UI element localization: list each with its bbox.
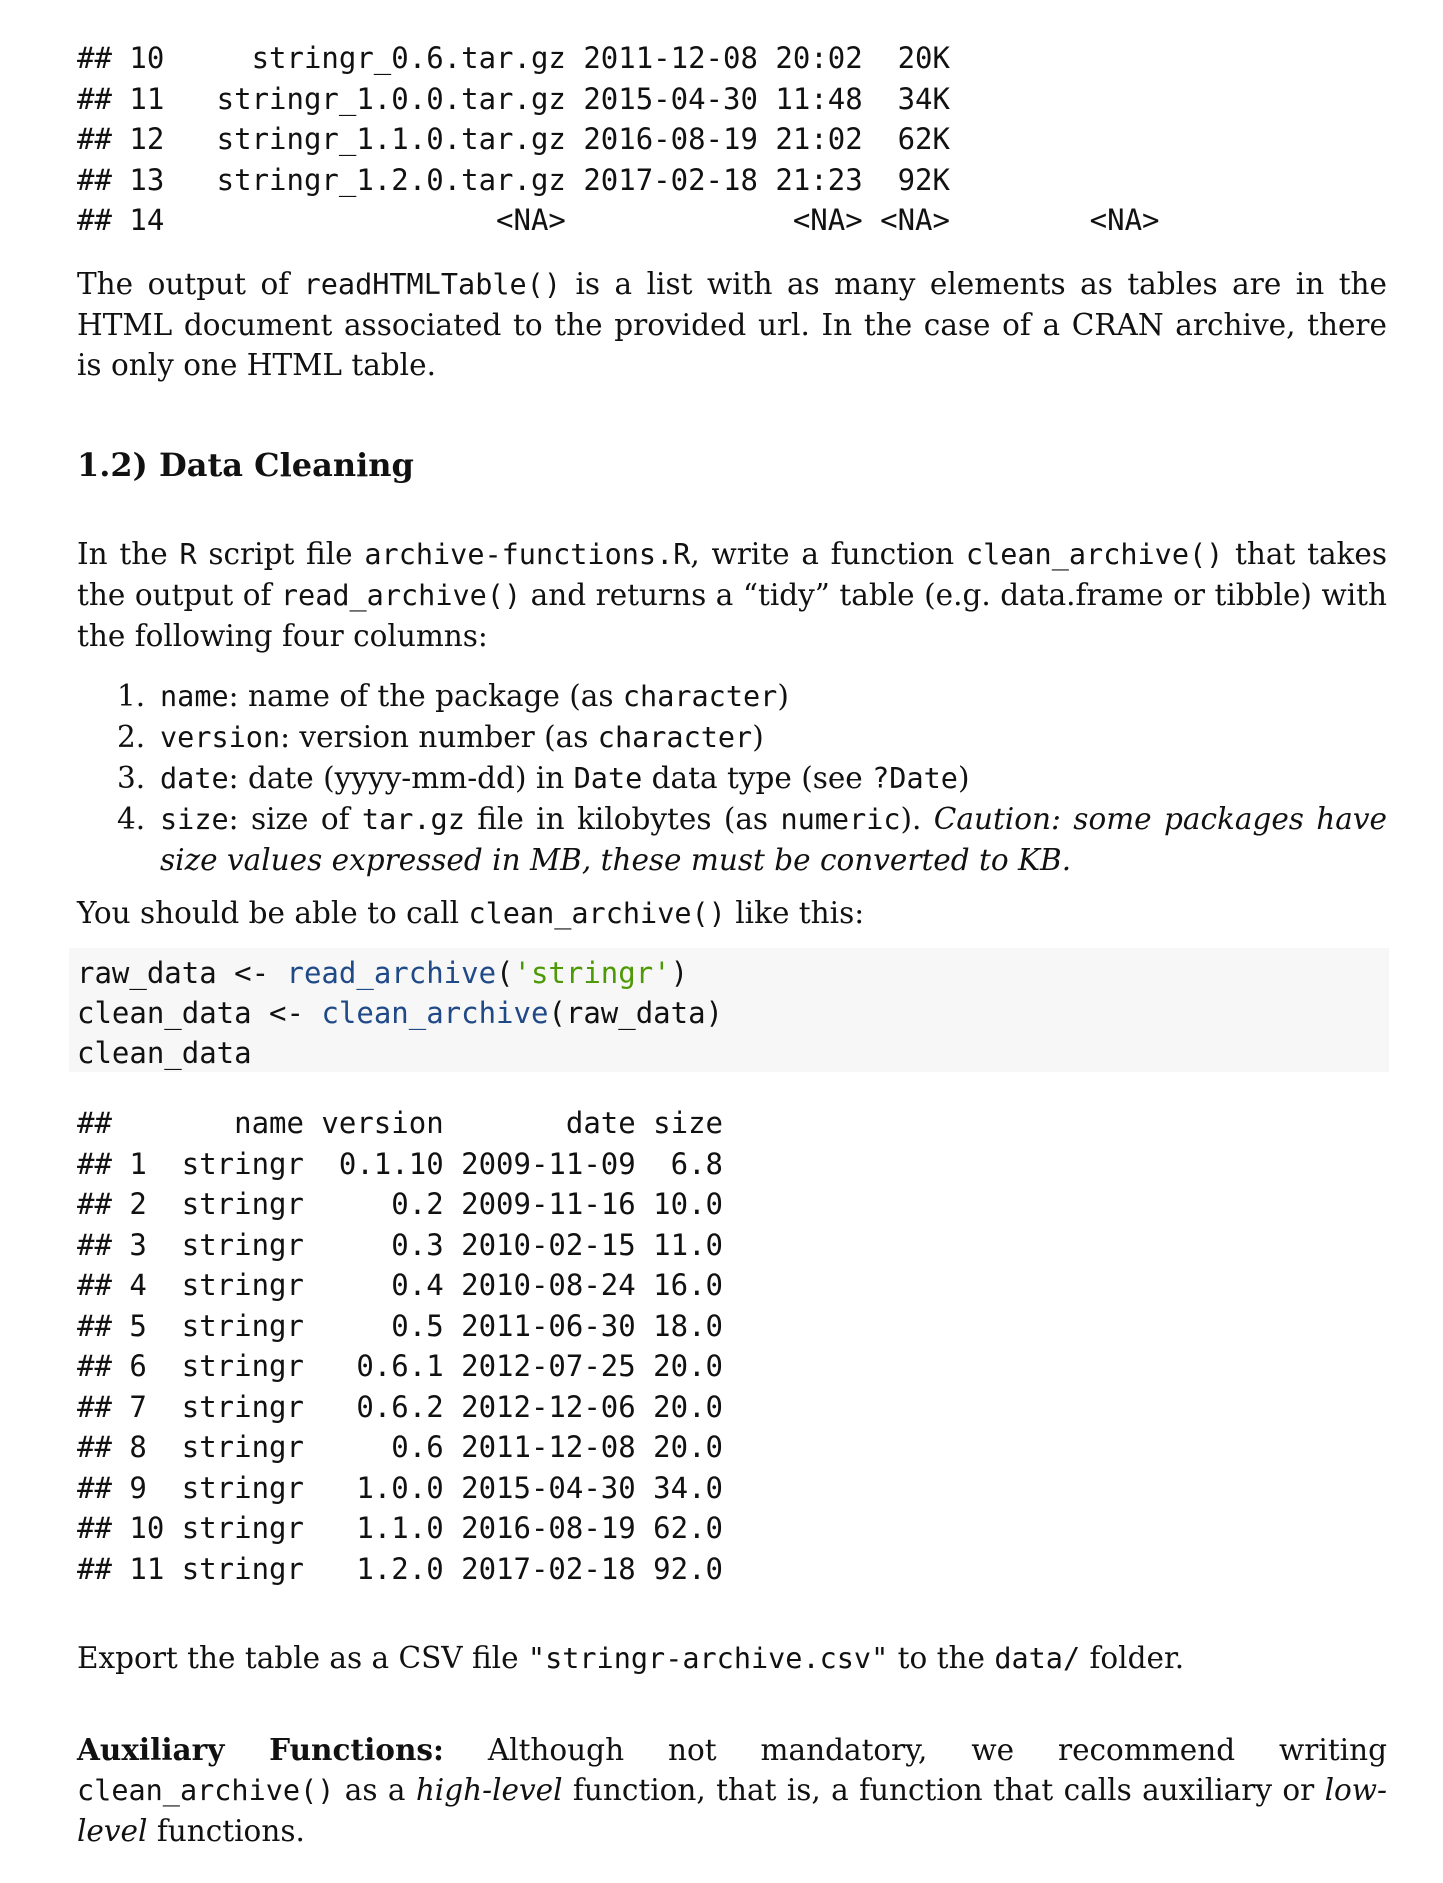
output-line: ## 6 stringr 0.6.1 2012-07-25 20.0 bbox=[77, 1349, 724, 1383]
output-line: ## 13 stringr_1.2.0.tar.gz 2017-02-18 21:23 92K bbox=[77, 162, 950, 197]
inline-code: archive-functions.R bbox=[364, 538, 691, 571]
output-line: ## 8 stringr 0.6 2011-12-08 20.0 bbox=[77, 1430, 724, 1464]
list-item: 4. size: size of tar.gz file in kilobytes (as numeric). Caution: some packages have size values expressed in MB, these must be converted to KB. bbox=[117, 802, 1388, 877]
list-item: 1. name: name of the package (as character) bbox=[117, 679, 789, 713]
clean-data-output bbox=[77, 1103, 723, 1589]
auxiliary-label: Auxiliary Functions: bbox=[77, 1732, 444, 1767]
output-line: ## 12 stringr_1.1.0.tar.gz 2016-08-19 21:02 62K bbox=[77, 122, 950, 156]
inline-code: clean_archive() bbox=[965, 538, 1224, 571]
auxiliary-paragraph: Auxiliary Functions: Although not mandatory, we recommend writing clean_archive() as a high-level function, that is, a function that calls auxiliary or low-level functions. bbox=[77, 1732, 1387, 1848]
section-heading: 1.2) Data Cleaning bbox=[77, 446, 414, 484]
call-intro-paragraph: You should be able to call clean_archive() like this: bbox=[77, 896, 865, 930]
inline-code: data/ bbox=[994, 1642, 1081, 1675]
output-line: ## 10 stringr 1.1.0 2016-08-19 62.0 bbox=[77, 1511, 724, 1545]
export-paragraph: Export the table as a CSV file "stringr-archive.csv" to the data/ folder. bbox=[77, 1641, 1185, 1675]
code-text: raw_data <- read_archive('stringr') clean_data <- clean_archive(raw_data) clean_data bbox=[77, 956, 724, 1070]
output-line: ## 7 stringr 0.6.2 2012-12-06 20.0 bbox=[77, 1389, 724, 1424]
output-line: ## 10 stringr_0.6.tar.gz 2011-12-08 20:02 20K bbox=[77, 41, 950, 75]
output-line: ## 9 stringr 1.0.0 2015-04-30 34.0 bbox=[77, 1470, 724, 1505]
list-item: 2. version: version number (as character) bbox=[117, 720, 764, 754]
output-line: ## 5 stringr 0.5 2011-06-30 18.0 bbox=[77, 1308, 724, 1343]
inline-code: clean_archive() bbox=[468, 897, 726, 930]
inline-code: readHTMLTable() bbox=[303, 268, 561, 301]
output-line: ## name version date size bbox=[77, 1106, 724, 1140]
caution-note: Caution: some packages have size values expressed in MB, these must be converted to KB. bbox=[160, 802, 1388, 877]
inline-code: R bbox=[179, 538, 197, 571]
task-paragraph: In the R script file archive-functions.R, write a function clean_archive() that takes the output of read_archive() and returns a “tidy” table (e.g. data.frame or tibble) with the following four columns: bbox=[77, 537, 1388, 653]
output-line: ## 3 stringr 0.3 2010-02-15 11.0 bbox=[77, 1227, 724, 1262]
intro-paragraph: The output of readHTMLTable() is a list with as many elements as tables are in the HTML document associated to the provided url. In the case of a CRAN archive, there is only one HTML table. bbox=[77, 267, 1388, 382]
archive-table-output bbox=[77, 38, 1160, 241]
output-line: ## 11 stringr 1.2.0 2017-02-18 92.0 bbox=[77, 1551, 724, 1586]
inline-code: clean_archive() bbox=[77, 1774, 335, 1807]
code-block bbox=[69, 948, 1389, 1072]
output-line: ## 11 stringr_1.0.0.tar.gz 2015-04-30 11:48 34K bbox=[77, 81, 950, 116]
output-line: ## 1 stringr 0.1.10 2009-11-09 6.8 bbox=[77, 1146, 724, 1181]
output-line: ## 14 <NA> <NA> <NA> <NA> bbox=[77, 203, 1160, 237]
output-line: ## 4 stringr 0.4 2010-08-24 16.0 bbox=[77, 1268, 724, 1302]
inline-code: "stringr-archive.csv" bbox=[527, 1642, 889, 1675]
output-line: ## 2 stringr 0.2 2009-11-16 10.0 bbox=[77, 1187, 724, 1221]
column-requirements-list bbox=[77, 676, 1387, 880]
inline-code: read_archive() bbox=[280, 579, 522, 612]
list-item: 3. date: date (yyyy-mm-dd) in Date data type (see ?Date) bbox=[117, 761, 970, 795]
